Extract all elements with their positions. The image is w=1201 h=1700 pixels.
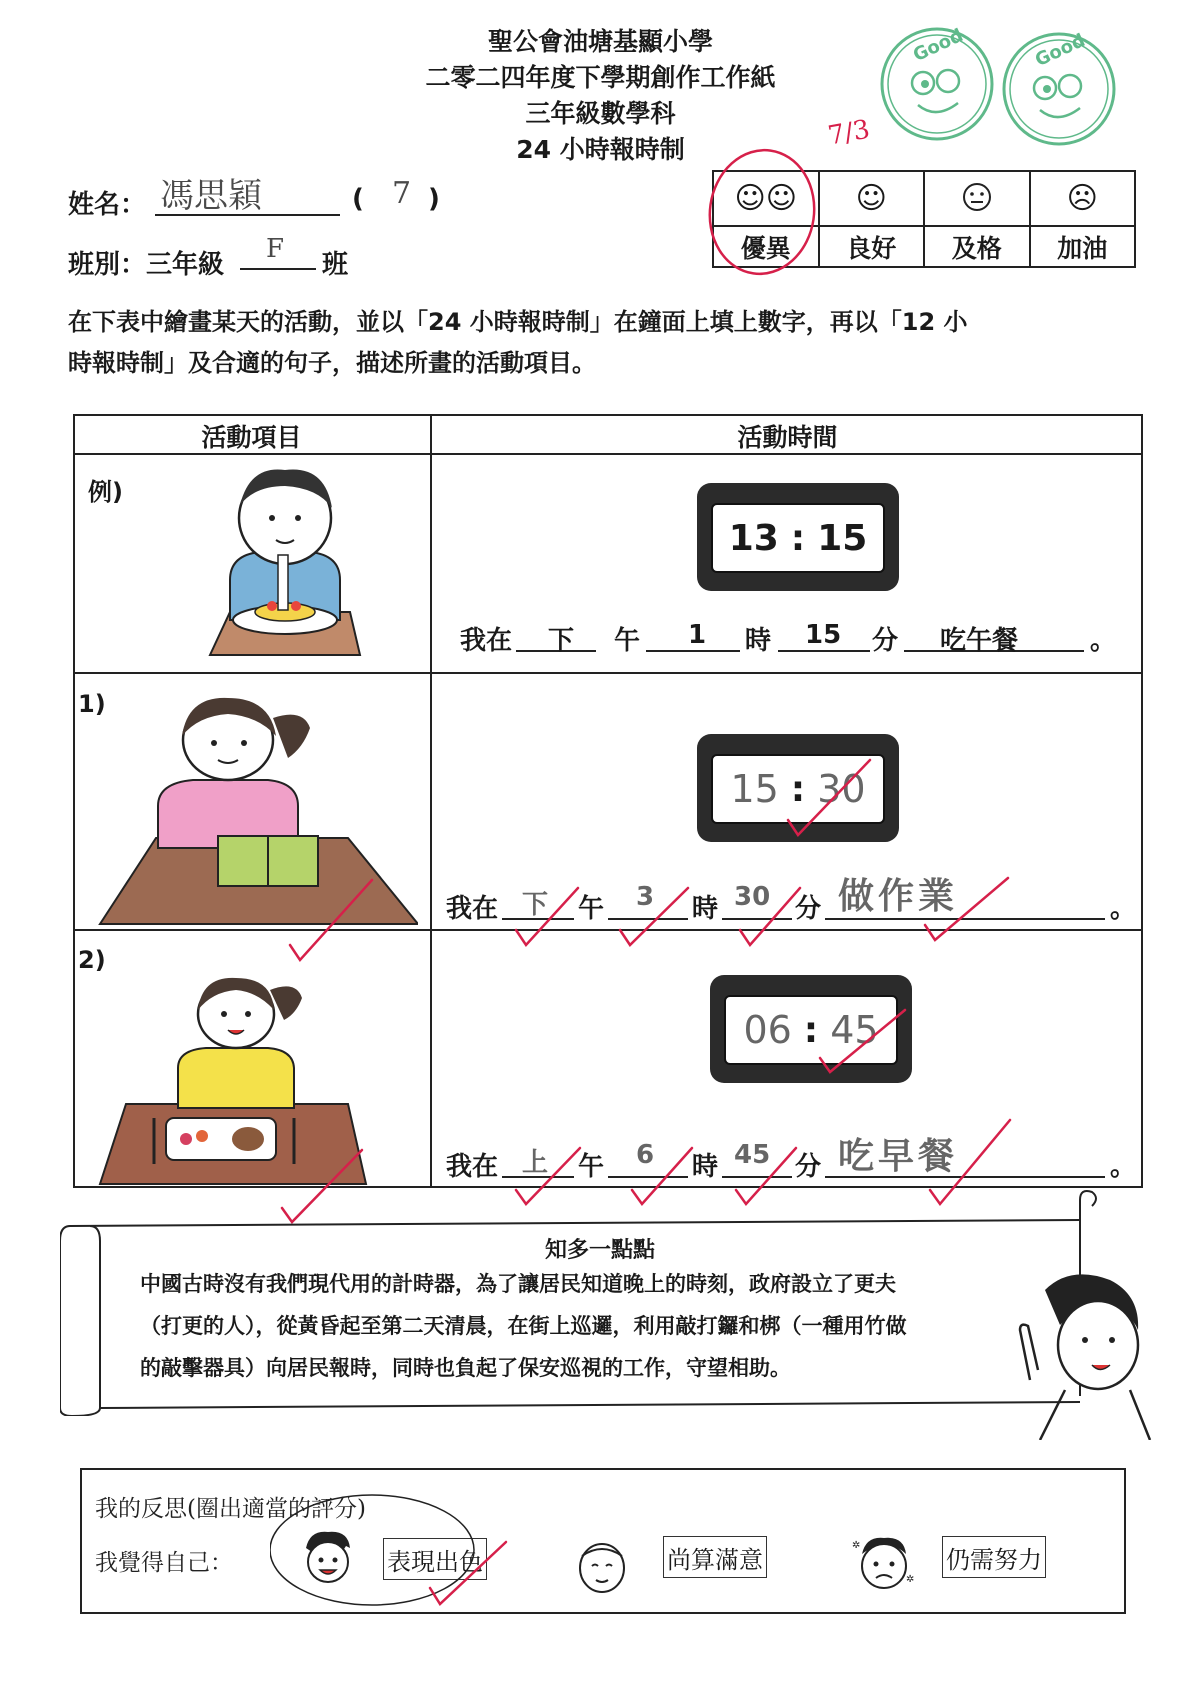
good-stamp-2 — [1000, 30, 1118, 148]
knowledge-line-3: 的敲擊器具）向居民報時，同時也負起了保安巡視的工作，守望相助。 — [140, 1356, 791, 1380]
sentence-minute[interactable]: 30 — [734, 882, 771, 912]
sentence-end: 。 — [1110, 1152, 1137, 1182]
clock-face-example — [711, 503, 885, 573]
reflection-selection-marks — [270, 1470, 530, 1610]
column-header-activity: 活動項目 — [201, 423, 302, 452]
rating-face-good — [819, 171, 925, 226]
number-close: ) — [428, 184, 440, 214]
sentence-end: 。 — [1110, 894, 1137, 924]
class-underline — [240, 268, 316, 270]
sentence-fen: 分 — [795, 894, 822, 924]
clock-colon: : — [790, 517, 806, 559]
sentence-period[interactable]: 下 — [522, 890, 549, 920]
girl-breakfast-illustration — [98, 968, 398, 1186]
knowledge-title: 知多一點點 — [544, 1238, 655, 1263]
clock-colon: : — [790, 768, 806, 810]
row-label-1: 1) — [78, 690, 106, 718]
stamp-text-2: Good — [1032, 29, 1089, 72]
sentence-prefix: 我在 — [446, 1152, 499, 1182]
sentence-fen: 分 — [872, 626, 899, 656]
number-value[interactable]: 7 — [392, 176, 412, 211]
reflection-prompt: 我覺得自己： — [95, 1550, 233, 1576]
sentence-hour[interactable]: 3 — [636, 882, 655, 912]
clock-hours[interactable]: 06 — [743, 1008, 792, 1052]
clock-minutes: 15 — [817, 517, 868, 559]
reflection-option-satisfied[interactable]: 尚算滿意 — [663, 1536, 767, 1578]
instruction-line-1: 在下表中繪畫某天的活動，並以「24 小時報時制」在鐘面上填上數字，再以「12 小 — [68, 308, 968, 336]
clock-colon: : — [803, 1009, 819, 1051]
knowledge-line-1: 中國古時沒有我們現代用的計時器，為了讓居民知道晚上的時刻，政府設立了更夫 — [140, 1272, 896, 1296]
sentence-hour[interactable]: 6 — [636, 1140, 655, 1170]
sentence-wu: 午 — [578, 894, 605, 924]
neutral-face-icon — [962, 197, 992, 216]
subject-title: 三年級數學科 — [525, 99, 676, 128]
rating-face-pass — [924, 171, 1030, 226]
rating-selection-circle — [700, 140, 830, 280]
frown-icon: ☹ — [1066, 181, 1098, 217]
class-value[interactable]: F — [266, 234, 285, 264]
rating-label-try[interactable]: 加油 — [1030, 226, 1136, 267]
good-stamp-1 — [878, 25, 996, 143]
table-divider-row1 — [73, 672, 1143, 674]
rating-label-excellent[interactable]: 優異 — [713, 226, 819, 267]
blank-underline — [608, 1176, 688, 1178]
svg-text:✲: ✲ — [852, 1540, 861, 1551]
sentence-shi: 時 — [692, 1152, 719, 1182]
sentence-end: 。 — [1090, 626, 1117, 656]
sentence-activity: 吃午餐 — [940, 626, 1019, 656]
name-value[interactable]: 馮思穎 — [160, 176, 262, 216]
row-label-2: 2) — [78, 946, 106, 974]
boy-eating-illustration — [200, 460, 370, 660]
sentence-hour: 1 — [688, 620, 707, 650]
worksheet-title: 二零二四年度下學期創作工作紙 — [425, 63, 776, 92]
rating-label-pass[interactable]: 及格 — [924, 226, 1030, 267]
sentence-activity[interactable]: 吃早餐 — [838, 1136, 959, 1177]
blank-underline — [646, 650, 740, 652]
name-underline — [155, 214, 340, 216]
score-mark: 7/3 — [825, 114, 873, 152]
blank-underline — [722, 1176, 792, 1178]
clock-face-1 — [711, 754, 885, 824]
sentence-shi: 時 — [692, 894, 719, 924]
sentence-period: 下 — [548, 626, 575, 656]
sentence-activity[interactable]: 做作業 — [838, 876, 959, 917]
school-name: 聖公會油塘基顯小學 — [487, 27, 713, 56]
reflection-option-improve[interactable]: 仍需努力 — [942, 1536, 1046, 1578]
column-header-time: 活動時間 — [737, 423, 838, 452]
blank-underline — [608, 918, 688, 920]
number-open: ( — [352, 184, 364, 214]
clock-minutes[interactable]: 45 — [830, 1008, 879, 1052]
worried-face-icon — [850, 1532, 916, 1594]
table-divider-vertical — [430, 414, 432, 1188]
reflection-title: 我的反思(圈出適當的評分) — [95, 1496, 366, 1522]
blank-underline — [722, 918, 792, 920]
digital-clock-1 — [697, 734, 899, 842]
sentence-period[interactable]: 上 — [522, 1148, 549, 1178]
sentence-prefix: 我在 — [446, 894, 499, 924]
rating-face-try — [1030, 171, 1136, 226]
sentence-shi: 時 — [745, 626, 772, 656]
sentence-wu: 午 — [578, 1152, 605, 1182]
double-smile-icon: ☺☺ — [734, 181, 798, 217]
sentence-minute: 15 — [805, 620, 842, 650]
content-face-icon — [572, 1538, 632, 1598]
knowledge-line-2: （打更的人），從黃昏起至第二天清晨，在街上巡邏，利用敲打鑼和梆（一種用竹做 — [140, 1314, 907, 1338]
topic-title: 24 小時報時制 — [516, 135, 685, 164]
instruction-line-2: 時報時制」及合適的句子，描述所畫的活動項目。 — [68, 349, 596, 377]
rating-label-good[interactable]: 良好 — [819, 226, 925, 267]
class-label: 班別：三年級 — [68, 250, 225, 280]
clock-hours: 13 — [728, 517, 779, 559]
sentence-fen: 分 — [795, 1152, 822, 1182]
clock-face-2 — [724, 995, 898, 1065]
class-suffix: 班 — [322, 250, 349, 280]
name-label: 姓名： — [68, 190, 147, 220]
sentence-prefix: 我在 — [460, 626, 513, 656]
clock-minutes[interactable]: 30 — [817, 767, 866, 811]
digital-clock-example — [697, 483, 899, 591]
svg-text:✲: ✲ — [906, 1574, 915, 1585]
boy-pointing-illustration — [1010, 1270, 1160, 1440]
row-label-example: 例) — [88, 478, 123, 506]
sentence-wu: 午 — [614, 626, 641, 656]
table-divider-row2 — [73, 929, 1143, 931]
blank-underline — [778, 650, 870, 652]
reflection-option-excellent[interactable]: 表現出色 — [383, 1538, 487, 1580]
smile-icon: ☺ — [855, 181, 887, 217]
sentence-minute[interactable]: 45 — [734, 1140, 771, 1170]
girl-homework-illustration — [98, 688, 418, 926]
clock-hours[interactable]: 15 — [730, 767, 779, 811]
digital-clock-2 — [710, 975, 912, 1083]
stamp-text-1: Good — [910, 24, 967, 67]
